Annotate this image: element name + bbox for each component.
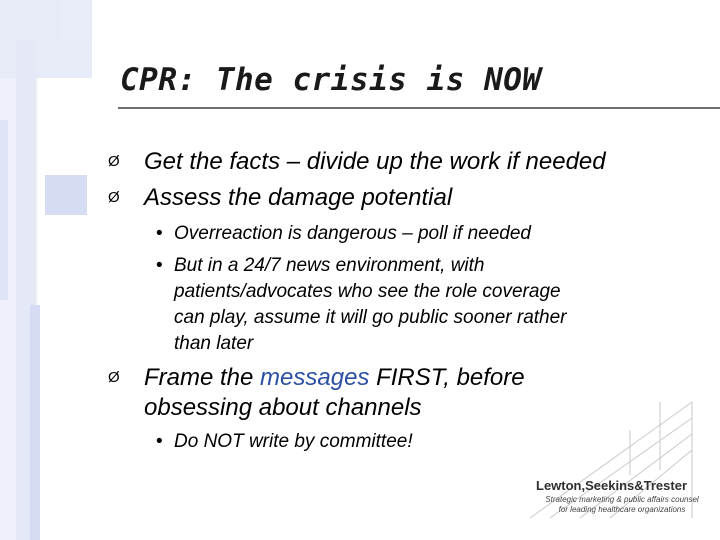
sub-bullet-text: than later — [174, 333, 254, 354]
decorative-stripe — [30, 305, 40, 540]
bullet-text-part: Frame the — [144, 364, 261, 391]
arrow-bullet-icon: Ø — [108, 369, 120, 386]
bullet-text — [144, 362, 525, 394]
decorative-block — [45, 175, 87, 215]
sub-bullet-text: But in a 24/7 news environment, with — [174, 255, 485, 276]
title-divider — [118, 107, 720, 109]
arrow-bullet-icon: Ø — [108, 189, 120, 206]
tagline-line: Strategic marketing & public affairs counsel — [545, 495, 699, 504]
arrow-bullet-icon: Ø — [108, 153, 120, 170]
company-logo: Lewton,Seekins&Trester — [536, 478, 687, 493]
sub-bullet-text: Do NOT write by committee! — [174, 431, 413, 452]
bullet-text-part: FIRST, before — [369, 364, 525, 391]
sub-bullet-text: patients/advocates who see the role coverage — [174, 281, 561, 302]
decorative-stripe — [0, 120, 8, 300]
sub-bullet-text: can play, assume it will go public sooner rather — [174, 307, 567, 328]
dot-bullet-icon: • — [156, 255, 163, 276]
bullet-text: Get the facts – divide up the work if needed — [144, 148, 606, 175]
sub-bullet-text: Overreaction is dangerous – poll if needed — [174, 223, 532, 244]
slide-title: CPR: The crisis is NOW — [120, 62, 542, 98]
company-tagline — [537, 495, 707, 515]
decorative-block — [60, 0, 90, 40]
dot-bullet-icon: • — [156, 223, 163, 244]
highlighted-word: messages — [260, 364, 370, 391]
bullet-text: obsessing about channels — [144, 394, 422, 421]
tagline-line: for leading healthcare organizations — [558, 505, 686, 514]
dot-bullet-icon: • — [156, 431, 163, 452]
bullet-text: Assess the damage potential — [144, 184, 453, 211]
